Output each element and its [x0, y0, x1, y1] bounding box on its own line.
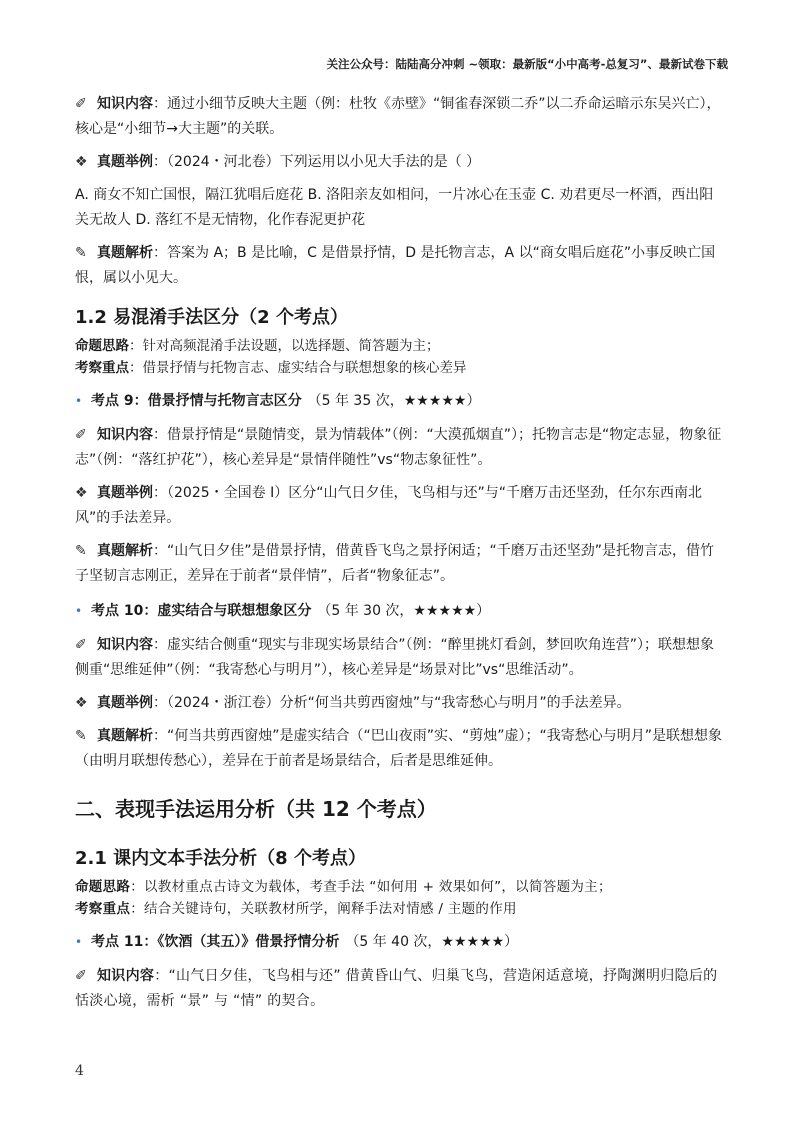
- dot-bullet-icon: •: [75, 604, 83, 618]
- label: 真题解析: [97, 245, 153, 261]
- kp-title: 考点 11：《饮酒（其五）》借景抒情分析: [91, 934, 340, 950]
- text: ：“山气日夕佳”是借景抒情，借黄昏飞鸟之景抒闲适；“千磨万击还坚劲”是托物言志，借竹子坚韧言志刚正，差异在于前者“景伴情”，后者“物象征志”。: [75, 543, 715, 584]
- pen-icon: ✎: [75, 245, 87, 261]
- pencil-icon: ✐: [75, 637, 87, 653]
- text: ：结合关键诗句，关联教材所学，阐释手法对情感 / 主题的作用: [130, 901, 517, 917]
- text: ：针对高频混淆手法设题，以选择题、简答题为主；: [129, 338, 440, 354]
- pen-icon: ✎: [75, 728, 87, 744]
- label: 考察重点: [75, 901, 131, 917]
- label: 真题解析: [97, 728, 153, 744]
- idea-line: [75, 876, 727, 898]
- pen-icon: ✎: [75, 543, 87, 559]
- page-number: 4: [75, 1063, 84, 1079]
- label: 知识内容: [97, 427, 153, 443]
- dot-bullet-icon: •: [75, 394, 83, 408]
- options-paragraph: A. 商女不知亡国恨，隔江犹唱后庭花 B. 洛阳亲友如相问，一片冰心在玉壶 C. 劝君更尽一杯酒，西出阳关无故人 D. 落红不是无情物，化作春泥更护花: [75, 187, 714, 228]
- diamond-bullet-icon: ❖: [75, 154, 88, 170]
- dot-bullet-icon: •: [75, 935, 83, 949]
- kp-meta: （5 年 35 次，★★★★★）: [307, 393, 481, 409]
- label: 真题举例: [97, 485, 153, 501]
- label: 命题思路: [75, 338, 129, 354]
- analysis-paragraph: [75, 539, 727, 589]
- pencil-icon: ✐: [75, 427, 87, 443]
- example-paragraph: [75, 691, 727, 716]
- text: ：通过小细节反映大主题（例：杜牧《赤壁》“铜雀春深锁二乔”以二乔命运暗示东吴兴亡），核心是“小细节→大主题”的关联。: [75, 96, 721, 137]
- label: 真题举例: [97, 154, 153, 170]
- knowledge-paragraph: [75, 633, 727, 683]
- text: ：虚实结合侧重“现实与非现实场景结合”（例：“醉里挑灯看剑，梦回吹角连营”）；联想想象侧重“思维延伸”（例：“我寄愁心与明月”），核心差异是“场景对比”vs“思维活动”。: [75, 637, 715, 678]
- section-heading: 1.2 易混淆手法区分（2 个考点）: [75, 307, 348, 328]
- diamond-bullet-icon: ❖: [75, 485, 88, 501]
- pencil-icon: ✐: [75, 96, 87, 112]
- kp-meta: （5 年 40 次，★★★★★）: [345, 934, 519, 950]
- kp-title-11: [75, 930, 727, 954]
- section-heading: 2.1 课内文本手法分析（8 个考点）: [75, 848, 366, 869]
- chapter-heading: 二、表现手法运用分析（共 12 个考点）: [75, 797, 437, 821]
- kp-title-9: [75, 389, 727, 413]
- text: ：“何当共剪西窗烛”是虚实结合（“巴山夜雨”实、“剪烛”虚）；“我寄愁心与明月”是联想想象（由明月联想传愁心），差异在于前者是场景结合，后者是思维延伸。: [75, 728, 723, 769]
- text: ：以教材重点古诗文为载体，考查手法 “如何用 + 效果如何”，以简答题为主；: [130, 879, 612, 895]
- pencil-icon: ✐: [75, 968, 88, 984]
- kp-title-10: [75, 599, 727, 623]
- label: 命题思路: [75, 879, 131, 895]
- knowledge-paragraph: [75, 92, 727, 142]
- page-header: 关注公众号：陆陆高分冲刺 ~领取：最新版“小中高考-总复习”、最新试卷下载: [326, 57, 728, 71]
- label: 知识内容: [97, 968, 155, 984]
- focus-line: [75, 357, 727, 379]
- text: ：“山气日夕佳，飞鸟相与还” 借黄昏山气、归巢飞鸟，营造闲适意境，抒陶渊明归隐后的恬淡心境，需析 “景” 与 “情” 的契合。: [75, 968, 718, 1009]
- text: ：（2025・全国卷 Ⅰ）区分“山气日夕佳，飞鸟相与还”与“千磨万击还坚劲，任尔东西南北风”的手法差异。: [75, 485, 702, 526]
- label: 知识内容: [97, 96, 153, 112]
- page-content: [75, 92, 727, 1022]
- text: ：借景抒情与托物言志、虚实结合与联想想象的核心差异: [129, 360, 467, 376]
- text: ：借景抒情是“景随情变，景为情载体”（例：“大漠孤烟直”）；托物言志是“物定志显，物象征志”（例：“落红护花”），核心差异是“景情伴随性”vs“物志象征性”。: [75, 427, 722, 468]
- example-paragraph: [75, 150, 727, 175]
- label: 考察重点: [75, 360, 129, 376]
- analysis-paragraph: [75, 724, 727, 774]
- kp-title: 考点 10：虚实结合与联想想象区分: [91, 603, 312, 619]
- focus-line: [75, 898, 727, 920]
- text: ：（2024・浙江卷）分析“何当共剪西窗烛”与“我寄愁心与明月”的手法差异。: [153, 695, 631, 711]
- example-paragraph: [75, 481, 727, 531]
- label: 知识内容: [97, 637, 153, 653]
- label: 真题解析: [97, 543, 153, 559]
- knowledge-paragraph: [75, 964, 727, 1014]
- kp-title: 考点 9：借景抒情与托物言志区分: [91, 393, 302, 409]
- label: 真题举例: [97, 695, 153, 711]
- analysis-paragraph: [75, 241, 727, 291]
- knowledge-paragraph: [75, 423, 727, 473]
- idea-line: [75, 335, 727, 357]
- diamond-bullet-icon: ❖: [75, 695, 88, 711]
- text: ：答案为 A；B 是比喻，C 是借景抒情，D 是托物言志，A 以“商女唱后庭花”小事反映亡国恨，属以小见大。: [75, 245, 716, 286]
- kp-meta: （5 年 30 次，★★★★★）: [317, 603, 491, 619]
- text: ：（2024・河北卷）下列运用以小见大手法的是（ ）: [153, 154, 481, 170]
